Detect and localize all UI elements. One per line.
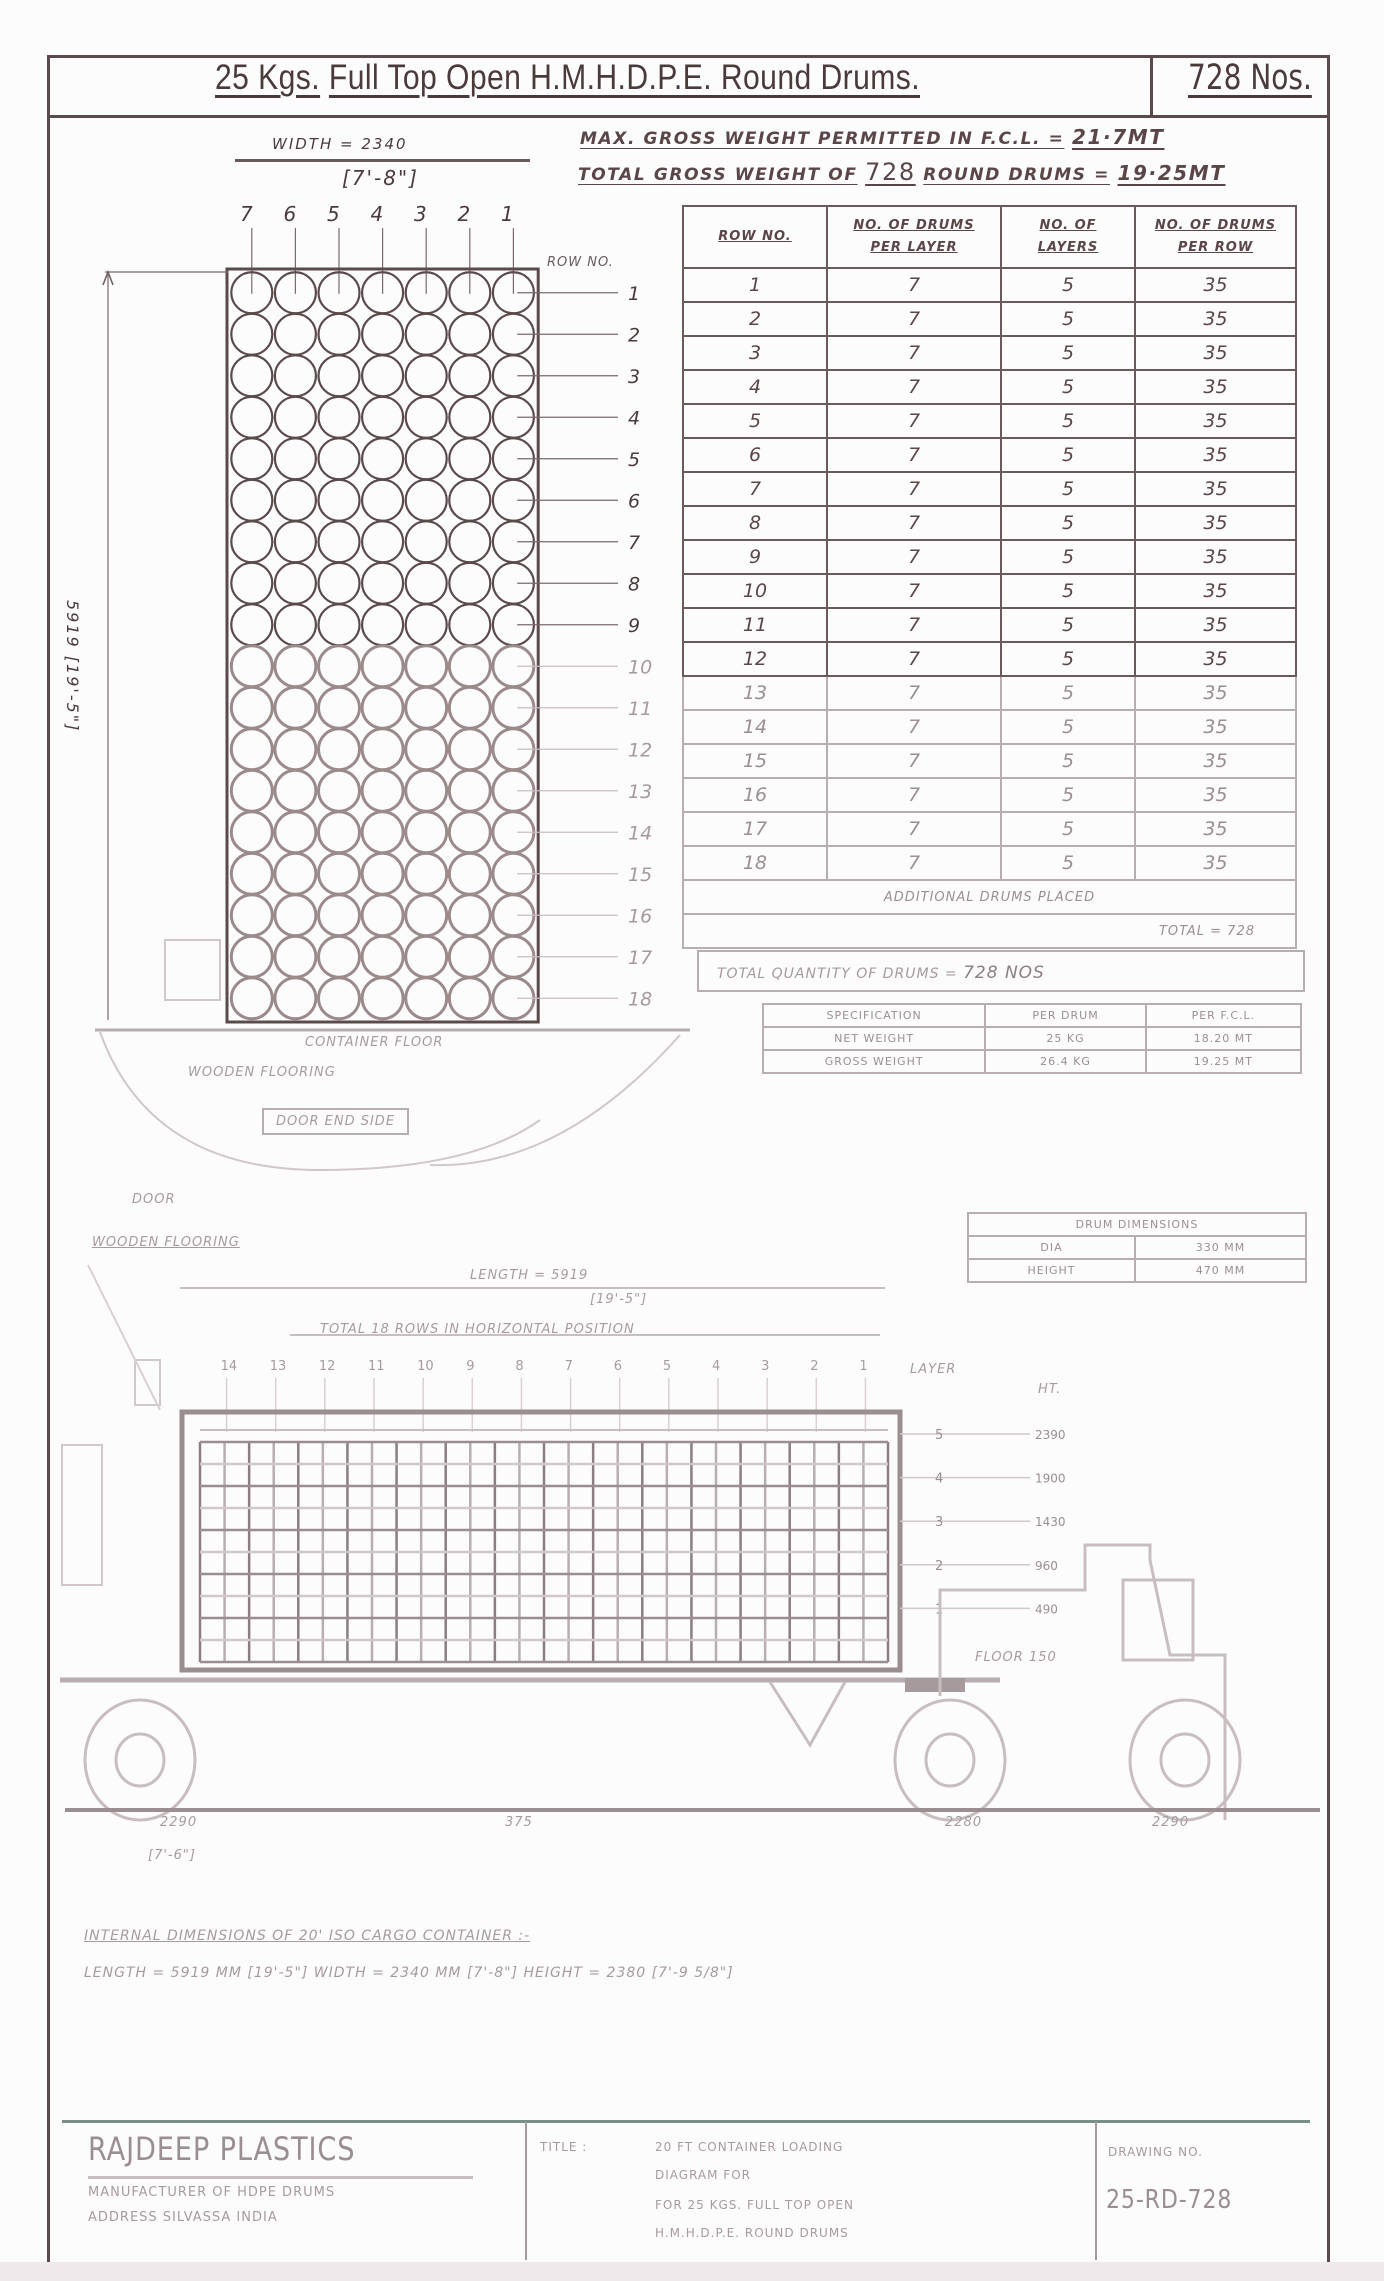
drum-height-label: HEIGHT [968, 1259, 1135, 1282]
layer-label: LAYER [910, 1362, 957, 1377]
svg-text:1430: 1430 [1035, 1515, 1066, 1530]
row-no-cell: 1 [683, 268, 827, 302]
drums-per-row-cell: 35 [1135, 302, 1296, 336]
rows-note: TOTAL 18 ROWS IN HORIZONTAL POSITION [320, 1322, 635, 1337]
net-weight-label: NET WEIGHT [763, 1027, 985, 1050]
drum-dia-label: DIA [968, 1236, 1135, 1259]
svg-text:6: 6 [613, 1359, 622, 1374]
svg-text:7: 7 [564, 1359, 573, 1374]
layers-cell: 5 [1001, 642, 1135, 676]
layers-cell: 5 [1001, 812, 1135, 846]
svg-text:5: 5 [935, 1428, 944, 1443]
svg-text:13: 13 [269, 1359, 287, 1374]
drawing-number-label: DRAWING NO. [1108, 2145, 1203, 2159]
title-product: Full Top Open H.M.H.D.P.E. Round Drums. [328, 58, 921, 97]
svg-text:5: 5 [662, 1359, 672, 1374]
ground-mark-3: 2280 [945, 1815, 983, 1830]
layers-cell: 5 [1001, 744, 1135, 778]
layers-cell: 5 [1001, 676, 1135, 710]
row-no-cell: 6 [683, 438, 827, 472]
ground-mark-2: 375 [505, 1815, 533, 1830]
title-label: TITLE : [540, 2140, 588, 2154]
drum-quantity: 728 Nos. [1188, 58, 1312, 98]
svg-text:2: 2 [810, 1359, 819, 1374]
svg-text:15: 15 [628, 863, 653, 886]
layers-cell: 5 [1001, 336, 1135, 370]
svg-text:490: 490 [1035, 1602, 1058, 1617]
title-weight: 25 Kgs. [215, 58, 321, 97]
drums-per-layer-cell: 7 [827, 540, 1001, 574]
title-line-3: FOR 25 KGS. FULL TOP OPEN [655, 2198, 854, 2212]
drums-per-layer-cell: 7 [827, 370, 1001, 404]
company-name: RAJDEEP PLASTICS [88, 2130, 356, 2168]
drum-dimension-title: DRUM DIMENSIONS [968, 1213, 1306, 1236]
side-length-label: LENGTH = 5919 [470, 1268, 589, 1283]
title-block-divider-1 [525, 2122, 527, 2260]
ground-mark-4: 2290 [1152, 1815, 1190, 1830]
net-weight-per-drum: 25 KG [985, 1027, 1146, 1050]
wooden-flooring-label: WOODEN FLOORING [188, 1065, 336, 1080]
drums-per-layer-cell: 7 [827, 710, 1001, 744]
svg-text:12: 12 [318, 1359, 336, 1374]
svg-text:2390: 2390 [1035, 1428, 1066, 1442]
row-no-cell: 16 [683, 778, 827, 812]
bottom-mark: [7'-6"] [148, 1848, 196, 1863]
drums-per-layer-cell: 7 [827, 846, 1001, 880]
internal-dimensions-values: LENGTH = 5919 MM [19'-5"] WIDTH = 2340 MM [7'-8"] HEIGHT = 2380 [7'-9 5/8"] [84, 1965, 734, 1981]
row-no-cell: 5 [683, 404, 827, 438]
drums-per-layer-cell: 7 [827, 506, 1001, 540]
drums-per-layer-cell: 7 [827, 472, 1001, 506]
company-line-1: MANUFACTURER OF HDPE DRUMS [88, 2185, 336, 2200]
column-number: 5 [327, 202, 342, 226]
title-line-4: H.M.H.D.P.E. ROUND DRUMS [655, 2226, 849, 2240]
row-no-cell: 9 [683, 540, 827, 574]
svg-text:3: 3 [628, 365, 641, 388]
drums-per-row-cell: 35 [1135, 846, 1296, 880]
drums-per-row-cell: 35 [1135, 744, 1296, 778]
per-fcl-col: PER F.C.L. [1146, 1004, 1301, 1027]
svg-text:3: 3 [761, 1359, 770, 1374]
svg-text:5: 5 [628, 448, 641, 471]
title-block-divider-2 [1095, 2122, 1097, 2260]
max-weight-value: 21·7MT [1071, 125, 1165, 149]
row-no-cell: 15 [683, 744, 827, 778]
drums-per-layer-cell: 7 [827, 676, 1001, 710]
total-weight-count: 728 [865, 158, 916, 186]
drums-per-row-cell: 35 [1135, 608, 1296, 642]
drum-dia-value: 330 MM [1135, 1236, 1306, 1259]
net-weight-per-fcl: 18.20 MT [1146, 1027, 1301, 1050]
svg-text:2: 2 [935, 1558, 944, 1574]
drums-per-row-cell: 35 [1135, 404, 1296, 438]
svg-text:17: 17 [628, 946, 653, 969]
drums-per-row-cell: 35 [1135, 812, 1296, 846]
svg-text:3: 3 [935, 1515, 944, 1531]
drums-per-row-cell: 35 [1135, 574, 1296, 608]
svg-text:1: 1 [628, 282, 641, 305]
total-weight-value: 19·25MT [1117, 161, 1226, 185]
column-number: 3 [414, 202, 429, 226]
svg-text:4: 4 [935, 1471, 944, 1487]
row-no-cell: 14 [683, 710, 827, 744]
svg-text:9: 9 [466, 1359, 475, 1374]
internal-dimensions-heading: INTERNAL DIMENSIONS OF 20' ISO CARGO CONTAINER :- [84, 1928, 531, 1944]
layers-cell: 5 [1001, 370, 1135, 404]
page-bottom-band [0, 2262, 1384, 2281]
svg-text:10: 10 [417, 1359, 434, 1374]
gross-weight-label: GROSS WEIGHT [763, 1050, 985, 1073]
column-number: 1 [501, 202, 516, 226]
layers-cell: 5 [1001, 540, 1135, 574]
svg-text:7: 7 [628, 531, 641, 554]
svg-text:18: 18 [628, 988, 653, 1011]
drums-per-layer-cell: 7 [827, 302, 1001, 336]
row-no-cell: 7 [683, 472, 827, 506]
spec-col: SPECIFICATION [763, 1004, 985, 1027]
row-no-cell: 13 [683, 676, 827, 710]
title-line-1: 20 FT CONTAINER LOADING [655, 2140, 844, 2154]
row-no-cell: 10 [683, 574, 827, 608]
width-imperial: [7'-8"] [342, 166, 419, 190]
drums-per-row-cell: 35 [1135, 710, 1296, 744]
door-end-label: DOOR END SIDE [262, 1108, 409, 1135]
layers-cell: 5 [1001, 438, 1135, 472]
row-no-cell: 17 [683, 812, 827, 846]
total-quantity-label: TOTAL QUANTITY OF DRUMS = [717, 966, 958, 982]
row-no-cell: 8 [683, 506, 827, 540]
drums-per-layer-cell: 7 [827, 336, 1001, 370]
row-no-cell: 11 [683, 608, 827, 642]
svg-text:4: 4 [712, 1359, 721, 1374]
length-imperial: [19'-5"] [63, 655, 82, 733]
row-no-cell: 18 [683, 846, 827, 880]
drums-per-layer-cell: 7 [827, 642, 1001, 676]
drums-per-layer-cell: 7 [827, 778, 1001, 812]
header-drums-per-layer: NO. OF DRUMS PER LAYER [827, 206, 1001, 268]
drum-height-value: 470 MM [1135, 1259, 1306, 1282]
layers-cell: 5 [1001, 506, 1135, 540]
length-value: 5919 [63, 600, 82, 649]
drums-per-row-cell: 35 [1135, 642, 1296, 676]
svg-text:8: 8 [515, 1359, 524, 1374]
row-no-cell: 12 [683, 642, 827, 676]
header-row-no: ROW NO. [683, 206, 827, 268]
layers-cell: 5 [1001, 472, 1135, 506]
title-line-2: DIAGRAM FOR [655, 2168, 751, 2182]
row-no-cell: 4 [683, 370, 827, 404]
width-dimension: WIDTH = 2340 [272, 135, 408, 153]
gross-weight-per-fcl: 19.25 MT [1146, 1050, 1301, 1073]
column-number: 4 [370, 202, 386, 226]
svg-text:10: 10 [628, 656, 653, 679]
drums-per-row-cell: 35 [1135, 370, 1296, 404]
svg-text:9: 9 [628, 614, 641, 637]
drums-per-row-cell: 35 [1135, 268, 1296, 302]
row-no-label: ROW NO. [547, 255, 614, 270]
svg-text:11: 11 [368, 1359, 385, 1374]
column-number: 6 [283, 202, 299, 226]
total-weight-label: TOTAL GROSS WEIGHT OF [578, 165, 858, 185]
drums-per-layer-cell: 7 [827, 812, 1001, 846]
svg-text:11: 11 [628, 697, 653, 720]
layers-cell: 5 [1001, 574, 1135, 608]
company-rule [88, 2176, 473, 2179]
svg-text:14: 14 [220, 1359, 238, 1374]
side-length-imperial: [19'-5"] [590, 1292, 648, 1307]
total-row-label: TOTAL = 728 [683, 914, 1296, 948]
layers-cell: 5 [1001, 608, 1135, 642]
drums-per-layer-cell: 7 [827, 608, 1001, 642]
drums-per-layer-cell: 7 [827, 268, 1001, 302]
container-floor-label: CONTAINER FLOOR [305, 1035, 444, 1050]
svg-text:8: 8 [628, 573, 641, 596]
company-line-2: ADDRESS SILVASSA INDIA [88, 2210, 278, 2225]
header-drums-per-row: NO. OF DRUMS PER ROW [1135, 206, 1296, 268]
gross-weight-per-drum: 26.4 KG [985, 1050, 1146, 1073]
layers-cell: 5 [1001, 778, 1135, 812]
height-label: HT. [1038, 1382, 1062, 1397]
row-no-cell: 3 [683, 336, 827, 370]
drums-per-layer-cell: 7 [827, 574, 1001, 608]
svg-text:13: 13 [628, 780, 653, 803]
svg-text:1900: 1900 [1035, 1471, 1066, 1486]
drums-per-row-cell: 35 [1135, 676, 1296, 710]
svg-text:4: 4 [628, 407, 641, 430]
door-tag: DOOR [132, 1192, 176, 1207]
drums-per-layer-cell: 7 [827, 404, 1001, 438]
svg-text:1: 1 [935, 1602, 944, 1618]
floor-mark: FLOOR 150 [975, 1650, 1057, 1665]
svg-text:2: 2 [628, 324, 641, 347]
column-number: 7 [240, 202, 255, 226]
drums-per-layer-cell: 7 [827, 744, 1001, 778]
drums-per-row-cell: 35 [1135, 336, 1296, 370]
drums-per-row-cell: 35 [1135, 540, 1296, 574]
svg-text:14: 14 [628, 822, 653, 845]
subtotal-row-label: ADDITIONAL DRUMS PLACED [683, 880, 1296, 914]
max-weight-label: MAX. GROSS WEIGHT PERMITTED IN F.C.L. = [580, 129, 1065, 149]
layers-cell: 5 [1001, 846, 1135, 880]
svg-text:16: 16 [628, 905, 653, 928]
total-weight-label-post: ROUND DRUMS = [923, 165, 1110, 185]
column-number: 2 [457, 202, 473, 226]
layers-cell: 5 [1001, 710, 1135, 744]
drums-per-row-cell: 35 [1135, 438, 1296, 472]
header-layers: NO. OF LAYERS [1001, 206, 1135, 268]
svg-text:6: 6 [628, 490, 641, 513]
wooden-flooring-label-2: WOODEN FLOORING [92, 1235, 240, 1250]
total-quantity-value: 728 NOS [963, 963, 1045, 983]
per-drum-col: PER DRUM [985, 1004, 1146, 1027]
drums-per-row-cell: 35 [1135, 778, 1296, 812]
row-no-cell: 2 [683, 302, 827, 336]
ground-mark-1: 2290 [160, 1815, 198, 1830]
drawing-number: 25-RD-728 [1106, 2185, 1233, 2215]
layers-cell: 5 [1001, 302, 1135, 336]
svg-text:1: 1 [859, 1359, 868, 1374]
layers-cell: 5 [1001, 268, 1135, 302]
drums-per-layer-cell: 7 [827, 438, 1001, 472]
svg-text:960: 960 [1035, 1558, 1058, 1573]
layers-cell: 5 [1001, 404, 1135, 438]
svg-text:12: 12 [628, 739, 653, 762]
drums-per-row-cell: 35 [1135, 506, 1296, 540]
drums-per-row-cell: 35 [1135, 472, 1296, 506]
title-block-rule [62, 2120, 1310, 2123]
